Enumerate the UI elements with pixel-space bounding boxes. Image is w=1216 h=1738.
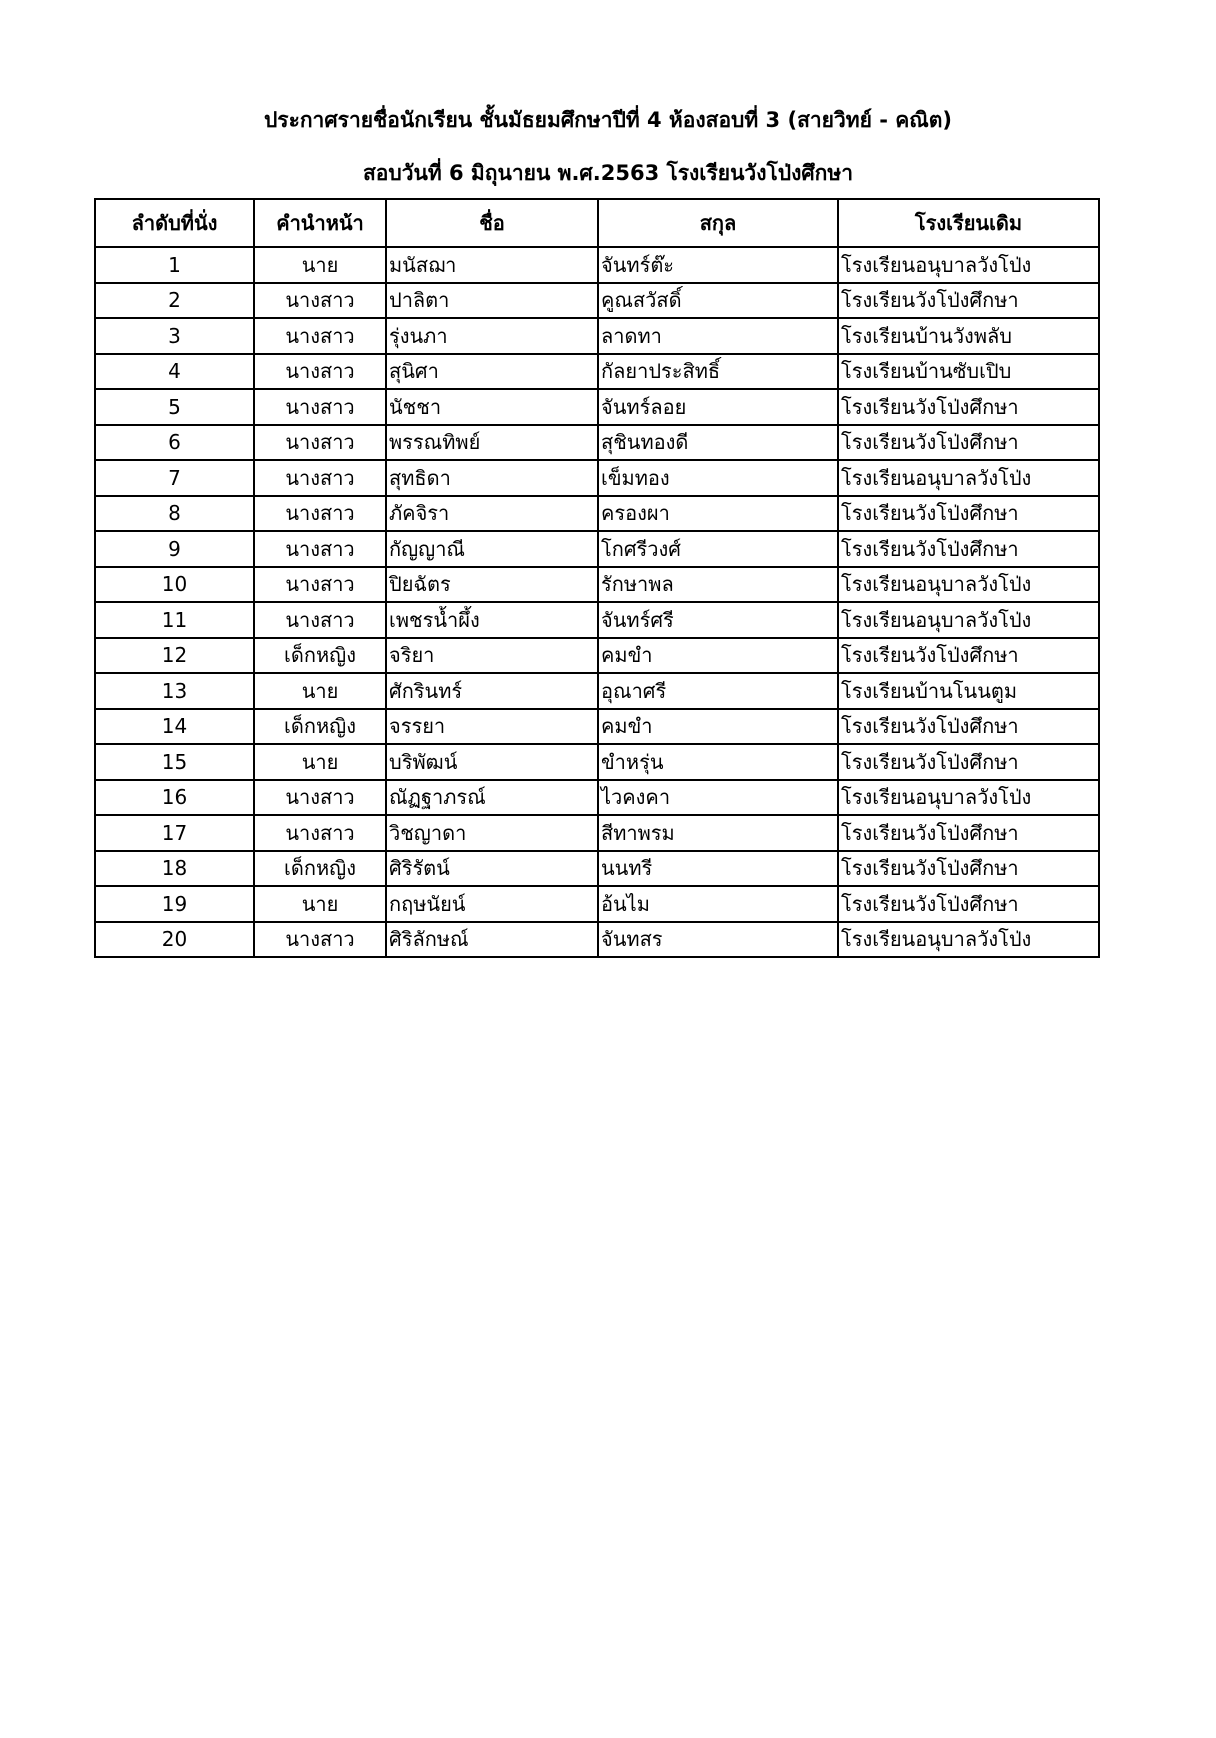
cell-former-school: โรงเรียนอนุบาลวังโป่ง <box>838 247 1099 283</box>
cell-former-school: โรงเรียนวังโป่งศึกษา <box>838 496 1099 532</box>
cell-last-name: คมขำ <box>598 709 838 745</box>
cell-former-school: โรงเรียนวังโป่งศึกษา <box>838 709 1099 745</box>
cell-last-name: สีทาพรม <box>598 815 838 851</box>
cell-first-name: นัชชา <box>386 389 598 425</box>
cell-first-name: ศิริรัตน์ <box>386 851 598 887</box>
cell-last-name: คมขำ <box>598 638 838 674</box>
table-row <box>95 247 1099 283</box>
table-row <box>95 318 1099 354</box>
column-header-seat: ลำดับที่นั่ง <box>95 199 254 247</box>
cell-first-name: มนัสฌา <box>386 247 598 283</box>
document-title: ประกาศรายชื่อนักเรียน ชั้นมัธยมศึกษาปีที่ 4 ห้องสอบที่ 3 (สายวิทย์ - คณิต) <box>263 108 953 132</box>
table-row <box>95 744 1099 780</box>
cell-seat-number: 7 <box>95 460 254 496</box>
cell-first-name: พรรณทิพย์ <box>386 425 598 461</box>
cell-seat-number: 18 <box>95 851 254 887</box>
cell-last-name: อุณาศรี <box>598 673 838 709</box>
table-row <box>95 602 1099 638</box>
table-row <box>95 638 1099 674</box>
cell-first-name: สุนิศา <box>386 354 598 390</box>
cell-prefix: นางสาว <box>254 531 386 567</box>
column-header-first-name: ชื่อ <box>386 199 598 247</box>
student-list-table <box>94 198 1100 958</box>
cell-last-name: เข็มทอง <box>598 460 838 496</box>
cell-prefix: นางสาว <box>254 567 386 603</box>
cell-first-name: บริพัฒน์ <box>386 744 598 780</box>
cell-seat-number: 5 <box>95 389 254 425</box>
cell-first-name: ศิริลักษณ์ <box>386 922 598 958</box>
cell-last-name: สุชินทองดี <box>598 425 838 461</box>
cell-seat-number: 16 <box>95 780 254 816</box>
cell-seat-number: 6 <box>95 425 254 461</box>
table-row <box>95 283 1099 319</box>
cell-last-name: ไวคงคา <box>598 780 838 816</box>
cell-seat-number: 12 <box>95 638 254 674</box>
cell-former-school: โรงเรียนอนุบาลวังโป่ง <box>838 460 1099 496</box>
cell-seat-number: 14 <box>95 709 254 745</box>
cell-former-school: โรงเรียนวังโป่งศึกษา <box>838 815 1099 851</box>
cell-seat-number: 20 <box>95 922 254 958</box>
cell-last-name: จันทร์ต๊ะ <box>598 247 838 283</box>
cell-last-name: ขำหรุ่น <box>598 744 838 780</box>
cell-former-school: โรงเรียนวังโป่งศึกษา <box>838 744 1099 780</box>
cell-first-name: กฤษนัยน์ <box>386 886 598 922</box>
table-row <box>95 496 1099 532</box>
cell-former-school: โรงเรียนวังโป่งศึกษา <box>838 389 1099 425</box>
cell-prefix: นางสาว <box>254 460 386 496</box>
cell-last-name: จันทสร <box>598 922 838 958</box>
table-row <box>95 922 1099 958</box>
cell-first-name: ปิยฉัตร <box>386 567 598 603</box>
cell-former-school: โรงเรียนวังโป่งศึกษา <box>838 531 1099 567</box>
cell-first-name: จรรยา <box>386 709 598 745</box>
cell-prefix: นาย <box>254 744 386 780</box>
cell-prefix: นางสาว <box>254 389 386 425</box>
cell-seat-number: 9 <box>95 531 254 567</box>
cell-first-name: ปาลิตา <box>386 283 598 319</box>
cell-former-school: โรงเรียนอนุบาลวังโป่ง <box>838 567 1099 603</box>
column-header-former-school: โรงเรียนเดิม <box>838 199 1099 247</box>
cell-former-school: โรงเรียนอนุบาลวังโป่ง <box>838 922 1099 958</box>
table-header-row <box>95 199 1099 247</box>
cell-last-name: โกศรีวงศ์ <box>598 531 838 567</box>
cell-former-school: โรงเรียนอนุบาลวังโป่ง <box>838 602 1099 638</box>
cell-former-school: โรงเรียนบ้านโนนตูม <box>838 673 1099 709</box>
column-header-prefix: คำนำหน้า <box>254 199 386 247</box>
cell-seat-number: 15 <box>95 744 254 780</box>
table-row <box>95 531 1099 567</box>
cell-prefix: เด็กหญิง <box>254 709 386 745</box>
cell-prefix: นางสาว <box>254 318 386 354</box>
cell-last-name: รักษาพล <box>598 567 838 603</box>
cell-prefix: นาย <box>254 886 386 922</box>
cell-first-name: จริยา <box>386 638 598 674</box>
cell-former-school: โรงเรียนวังโป่งศึกษา <box>838 425 1099 461</box>
cell-prefix: นางสาว <box>254 283 386 319</box>
cell-last-name: ครองผา <box>598 496 838 532</box>
cell-last-name: คูณสวัสดิ์ <box>598 283 838 319</box>
cell-first-name: ศักรินทร์ <box>386 673 598 709</box>
cell-seat-number: 13 <box>95 673 254 709</box>
cell-seat-number: 2 <box>95 283 254 319</box>
cell-first-name: สุทธิดา <box>386 460 598 496</box>
cell-prefix: นาย <box>254 673 386 709</box>
cell-former-school: โรงเรียนวังโป่งศึกษา <box>838 886 1099 922</box>
table-row <box>95 673 1099 709</box>
cell-prefix: นางสาว <box>254 602 386 638</box>
cell-first-name: รุ่งนภา <box>386 318 598 354</box>
cell-prefix: นางสาว <box>254 815 386 851</box>
cell-seat-number: 19 <box>95 886 254 922</box>
table-row <box>95 851 1099 887</box>
cell-prefix: นางสาว <box>254 922 386 958</box>
table-row <box>95 815 1099 851</box>
cell-seat-number: 8 <box>95 496 254 532</box>
cell-former-school: โรงเรียนบ้านซับเปิบ <box>838 354 1099 390</box>
table-row <box>95 886 1099 922</box>
cell-former-school: โรงเรียนบ้านวังพลับ <box>838 318 1099 354</box>
cell-prefix: นางสาว <box>254 780 386 816</box>
cell-last-name: นนทรี <box>598 851 838 887</box>
cell-last-name: จันทร์ศรี <box>598 602 838 638</box>
table-row <box>95 354 1099 390</box>
table-row <box>95 780 1099 816</box>
table-row <box>95 389 1099 425</box>
cell-prefix: เด็กหญิง <box>254 851 386 887</box>
column-header-last-name: สกุล <box>598 199 838 247</box>
table-row <box>95 709 1099 745</box>
table-row <box>95 425 1099 461</box>
cell-former-school: โรงเรียนวังโป่งศึกษา <box>838 851 1099 887</box>
cell-prefix: นางสาว <box>254 354 386 390</box>
cell-seat-number: 4 <box>95 354 254 390</box>
cell-first-name: ณัฏฐาภรณ์ <box>386 780 598 816</box>
cell-former-school: โรงเรียนอนุบาลวังโป่ง <box>838 780 1099 816</box>
cell-prefix: นาย <box>254 247 386 283</box>
cell-seat-number: 3 <box>95 318 254 354</box>
cell-first-name: เพชรน้ำผึ้ง <box>386 602 598 638</box>
cell-last-name: กัลยาประสิทธิ์ <box>598 354 838 390</box>
cell-seat-number: 10 <box>95 567 254 603</box>
cell-last-name: ลาดทา <box>598 318 838 354</box>
cell-first-name: กัญญาณี <box>386 531 598 567</box>
cell-last-name: อ้นไม <box>598 886 838 922</box>
table-row <box>95 460 1099 496</box>
cell-first-name: วิชญาดา <box>386 815 598 851</box>
cell-last-name: จันทร์ลอย <box>598 389 838 425</box>
cell-prefix: เด็กหญิง <box>254 638 386 674</box>
cell-seat-number: 11 <box>95 602 254 638</box>
document-subtitle: สอบวันที่ 6 มิถุนายน พ.ศ.2563 โรงเรียนวังโป่งศึกษา <box>362 161 854 185</box>
cell-seat-number: 17 <box>95 815 254 851</box>
cell-prefix: นางสาว <box>254 425 386 461</box>
table-row <box>95 567 1099 603</box>
cell-former-school: โรงเรียนวังโป่งศึกษา <box>838 283 1099 319</box>
cell-first-name: ภัคจิรา <box>386 496 598 532</box>
cell-seat-number: 1 <box>95 247 254 283</box>
cell-prefix: นางสาว <box>254 496 386 532</box>
cell-former-school: โรงเรียนวังโป่งศึกษา <box>838 638 1099 674</box>
